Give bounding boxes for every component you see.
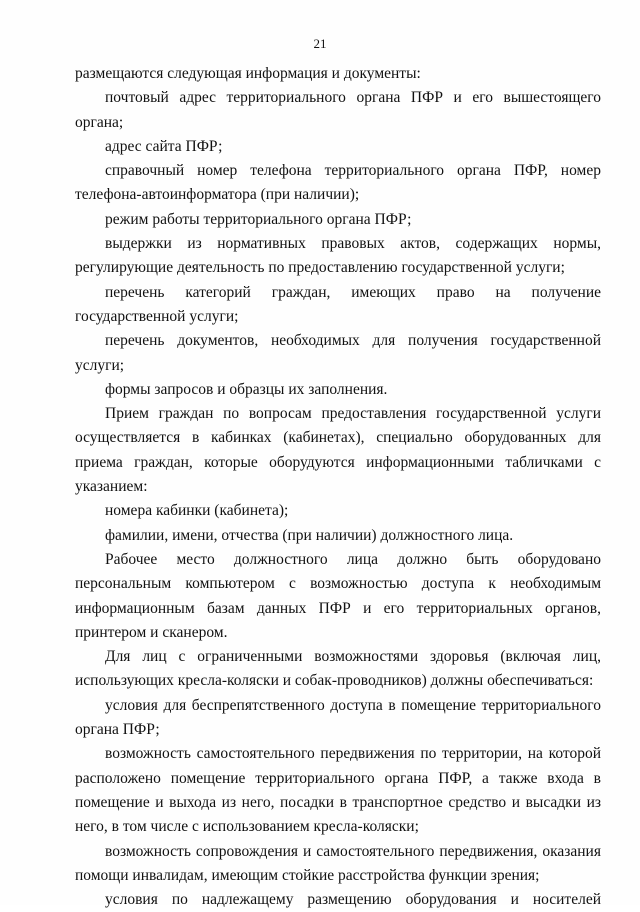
- list-item-phone: справочный номер телефона территориального органа ПФР, номер телефона-автоинформатора (при наличии);: [75, 162, 601, 204]
- list-item-website: адрес сайта ПФР;: [105, 137, 223, 155]
- list-item-postal-address: почтовый адрес территориального органа ПФР и его вышестоящего органа;: [75, 89, 601, 131]
- paragraph-workplace: Рабочее место должностного лица должно быть оборудовано персональным компьютером с возможностью доступа к необходимым информационным базам данных ПФР и его территориальных органов, принтером и сканером.: [75, 550, 601, 641]
- list-item-documents: перечень документов, необходимых для получения государственной услуги;: [75, 332, 601, 374]
- list-item-movement: возможность самостоятельного передвижения по территории, на которой расположено помещение территориального органа ПФР, а также входа в помещение и выхода из него, посадки в транспортное средство и высадки из него, в том числе с использованием кресла-коляски;: [75, 745, 601, 836]
- document-body: [75, 62, 601, 912]
- list-item-access: условия для беспрепятственного доступа в помещение территориального органа ПФР;: [75, 696, 601, 739]
- paragraph-reception: Прием граждан по вопросам предоставления государственной услуги осуществляется в кабинках (кабинетах), специально оборудованных для приема граждан, которые оборудуются информационными табличками с указанием:: [75, 405, 601, 496]
- paragraph-disabilities: Для лиц с ограниченными возможностями здоровья (включая лиц, использующих кресла-коляски и собак-проводников) должны обеспечиваться:: [75, 648, 601, 690]
- page-number: 21: [313, 36, 327, 51]
- paragraph-intro: размещаются следующая информация и документы:: [75, 65, 421, 82]
- list-item-assistance: возможность сопровождения и самостоятельного передвижения, оказания помощи инвалидам, имеющим стойкие расстройства функции зрения;: [75, 842, 601, 884]
- list-item-legal-extracts: выдержки из нормативных правовых актов, содержащих нормы, регулирующие деятельность по предоставлению государственной услуги;: [75, 235, 601, 277]
- list-item-forms: формы запросов и образцы их заполнения.: [105, 380, 388, 398]
- list-item-booth-number: номера кабинки (кабинета);: [105, 502, 289, 520]
- list-item-equipment: условия по надлежащему размещению оборудования и носителей: [105, 891, 601, 909]
- list-item-citizen-categories: перечень категорий граждан, имеющих право на получение государственной услуги;: [75, 283, 601, 325]
- list-item-official-name: фамилии, имени, отчества (при наличии) должностного лица.: [105, 526, 514, 544]
- list-item-work-schedule: режим работы территориального органа ПФР;: [105, 210, 412, 228]
